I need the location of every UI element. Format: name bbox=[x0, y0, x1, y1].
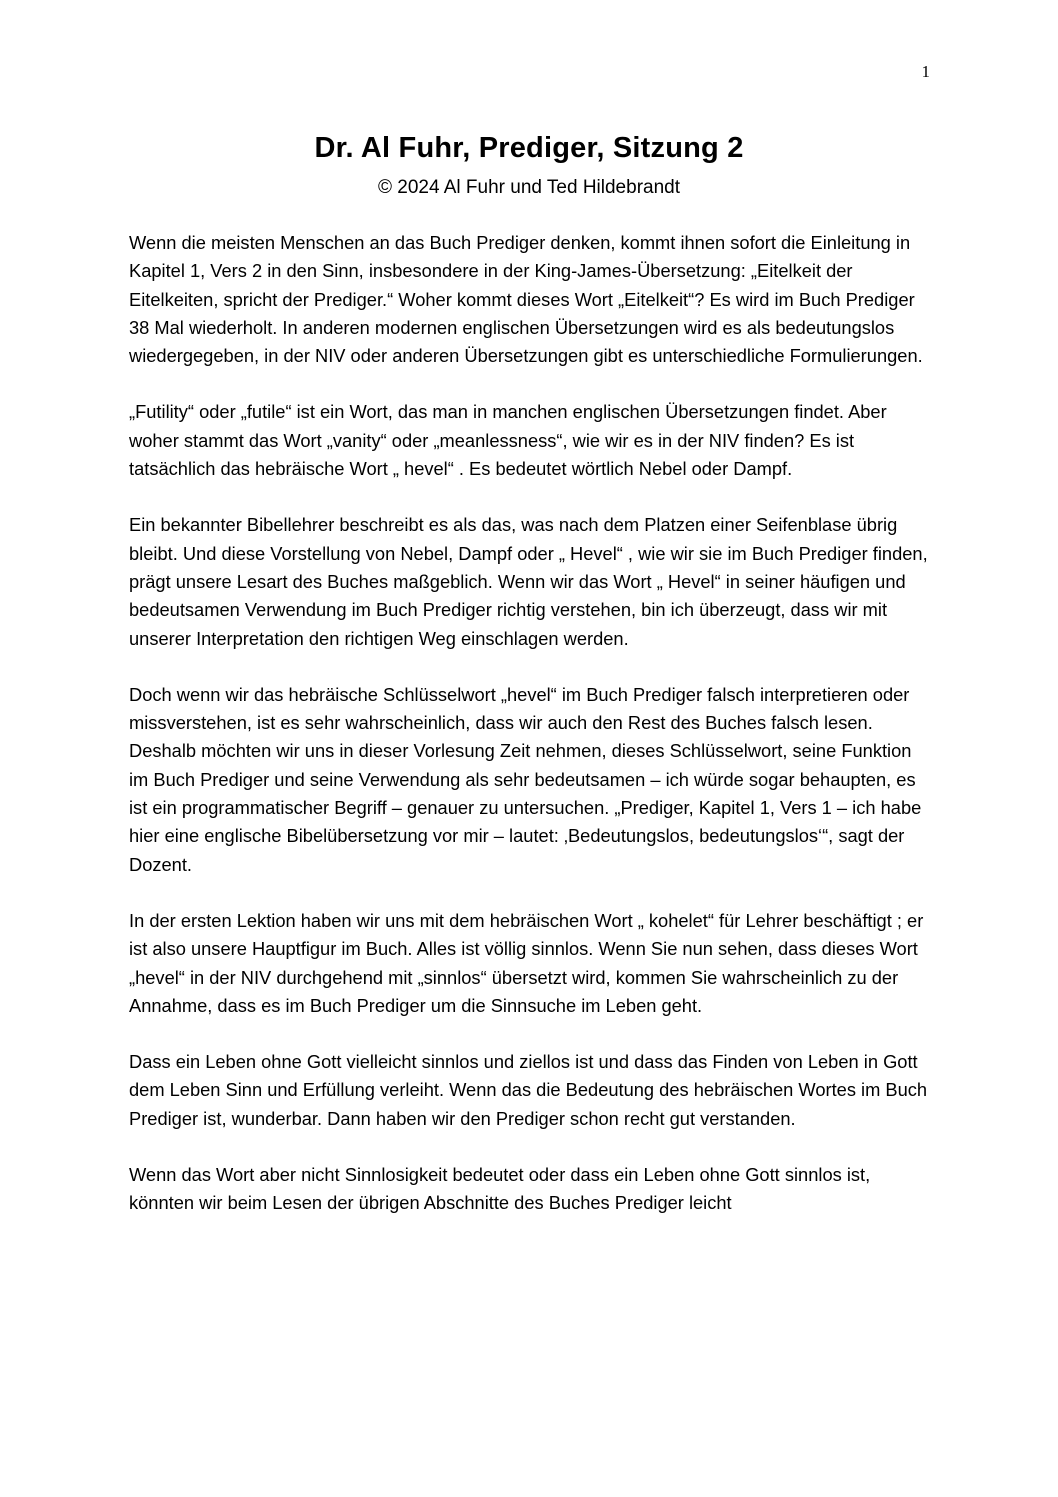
paragraph: In der ersten Lektion haben wir uns mit dem hebräischen Wort „ kohelet“ für Lehrer beschäftigt ; er ist also unsere Hauptfigur im Buch. Alles ist völlig sinnlos. Wenn Sie nun sehen, dass dieses Wort „hevel“ in der NIV durchgehend mit „sinnlos“ übersetzt wird, kommen Sie wahrscheinlich zu der Annahme, dass es im Buch Prediger um die Sinnsuche im Leben geht. bbox=[129, 909, 924, 1016]
copyright-line: © 2024 Al Fuhr und Ted Hildebrandt bbox=[377, 177, 680, 198]
page-number: 1 bbox=[921, 62, 930, 81]
paragraph: Wenn die meisten Menschen an das Buch Prediger denken, kommt ihnen sofort die Einleitung in Kapitel 1, Vers 2 in den Sinn, insbesondere in der King-James-Übersetzung: „Eitelkeit der Eitelkeiten, spricht der Prediger.“ Woher kommt dieses Wort „Eitelkeit“? Es wird im Buch Prediger 38 Mal wiederholt. In anderen modernen englischen Übersetzungen wird es als bedeutungslos wiedergegeben, in der NIV oder anderen Übersetzungen gibt es unterschiedliche Formulierungen. bbox=[129, 232, 923, 367]
document-body bbox=[129, 229, 931, 1246]
paragraph: Ein bekannter Bibellehrer beschreibt es als das, was nach dem Platzen einer Seifenblase übrig bleibt. Und diese Vorstellung von Nebel, Dampf oder „ Hevel“ , wie wir sie im Buch Prediger finden, prägt unsere Lesart des Buches maßgeblich. Wenn wir das Wort „ Hevel“ in seiner häufigen und bedeutsamen Verwendung im Buch Prediger richtig verstehen, bin ich überzeugt, dass wir mit unserer Interpretation den richtigen Weg einschlagen werden. bbox=[129, 514, 928, 649]
paragraph: Wenn das Wort aber nicht Sinnlosigkeit bedeutet oder dass ein Leben ohne Gott sinnlos ist, könnten wir beim Lesen der übrigen Abschnitte des Buches Prediger leicht bbox=[129, 1164, 871, 1214]
paragraph: „Futility“ oder „futile“ ist ein Wort, das man in manchen englischen Übersetzungen findet. Aber woher stammt das Wort „vanity“ oder „meanlessness“, wie wir es in der NIV finden? Es ist tatsächlich das hebräische Wort „ hevel“ . Es bedeutet wörtlich Nebel oder Dampf. bbox=[129, 401, 887, 480]
document-title: Dr. Al Fuhr, Prediger, Sitzung 2 bbox=[314, 132, 744, 164]
paragraph: Doch wenn wir das hebräische Schlüsselwort „hevel“ im Buch Prediger falsch interpretieren oder missverstehen, ist es sehr wahrscheinlich, dass wir auch den Rest des Buches falsch lesen. Deshalb möchten wir uns in dieser Vorlesung Zeit nehmen, dieses Schlüsselwort, seine Funktion im Buch Prediger und seine Verwendung als sehr bedeutsamen – ich würde sogar behaupten, es ist ein programmatischer Begriff – genauer zu untersuchen. „Prediger, Kapitel 1, Vers 1 – ich habe hier eine englische Bibelübersetzung vor mir – lautet: ‚Bedeutungslos, bedeutungslos‘“, sagt der Dozent. bbox=[129, 683, 922, 875]
paragraph: Dass ein Leben ohne Gott vielleicht sinnlos und ziellos ist und dass das Finden von Leben in Gott dem Leben Sinn und Erfüllung verleiht. Wenn das die Bedeutung des hebräischen Wortes im Buch Prediger ist, wunderbar. Dann haben wir den Prediger schon recht gut verstanden. bbox=[129, 1051, 928, 1129]
